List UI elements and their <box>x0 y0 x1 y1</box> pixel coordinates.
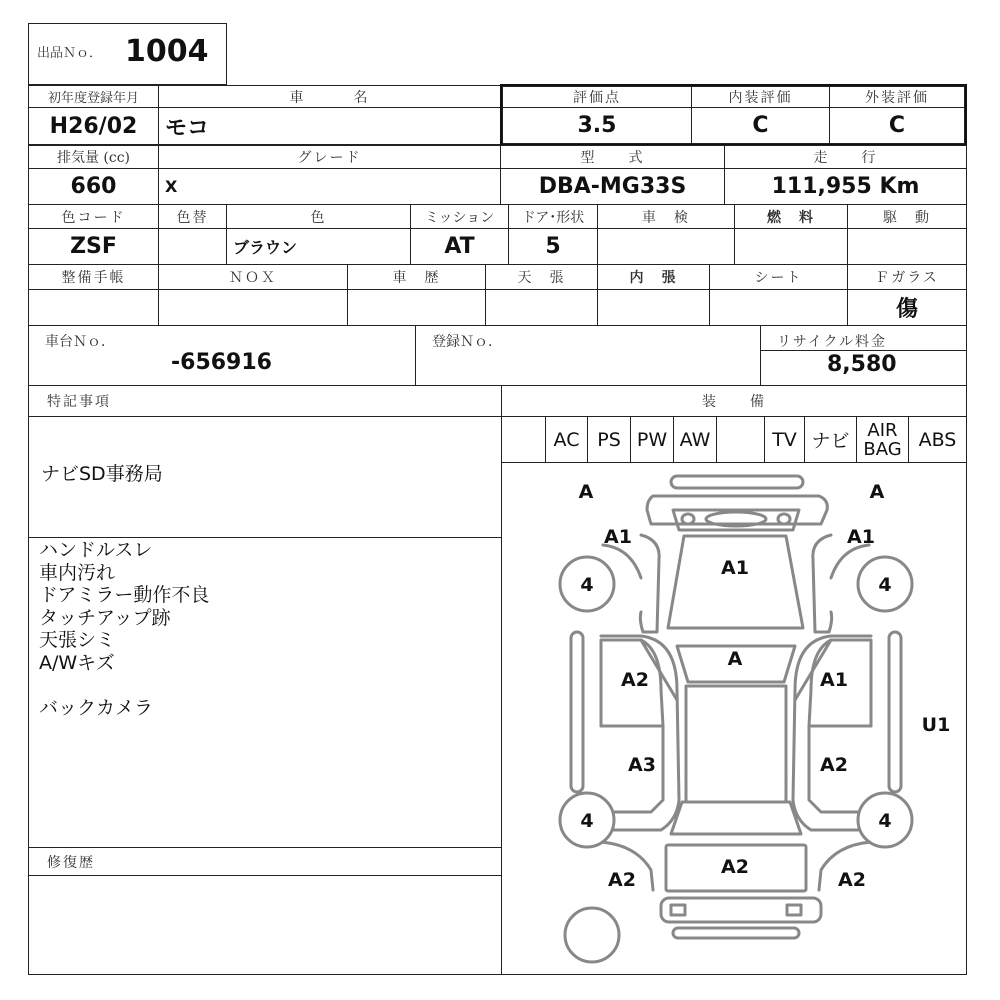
nox-value <box>158 289 348 326</box>
special-notes-label: 特記事項 <box>28 385 502 417</box>
equipment-airbag: AIR BAG <box>857 417 909 462</box>
color-change-value <box>158 228 227 265</box>
recycle-fee-divider <box>761 350 966 351</box>
displacement-value: 660 <box>28 168 159 205</box>
mark-rear-quarter-left: A2 <box>608 869 636 891</box>
equipment-row <box>501 416 967 463</box>
repair-history-value <box>28 875 502 975</box>
mark-tire-front-left: 4 <box>580 574 594 596</box>
transmission-value: AT <box>410 228 509 265</box>
equipment-aw: AW <box>674 417 717 462</box>
special-notes-top-list <box>41 463 163 486</box>
lot-number-box <box>28 23 227 85</box>
special-notes-list-area <box>28 537 502 848</box>
front-fender-left <box>640 535 659 632</box>
chassis-number-label: 車台Ｎｏ． <box>45 334 115 350</box>
special-notes-top-area <box>28 416 502 538</box>
rear-window-outline <box>671 802 801 834</box>
color-code-label: 色コード <box>28 204 159 229</box>
note-item: ハンドルスレ <box>39 539 153 561</box>
nox-label: ＮＯＸ <box>158 264 348 290</box>
mark-back-door: A2 <box>721 856 749 878</box>
roof-lining-value <box>485 289 598 326</box>
note-item: バックカメラ <box>39 696 154 719</box>
equipment-abs: ABS <box>918 428 957 451</box>
mark-front-door-left: A2 <box>621 669 649 691</box>
mileage-label: 走 行 <box>724 145 967 169</box>
transmission-label: ミッション <box>410 204 509 229</box>
front-bumper-strip <box>671 476 803 488</box>
equipment-ac: AC <box>546 417 588 462</box>
vehicle-history-value <box>347 289 486 326</box>
front-glass-label: Ｆガラス <box>847 264 967 290</box>
roof-outline <box>686 686 786 802</box>
seat-value <box>709 289 848 326</box>
color-change-label: 色替 <box>158 204 227 229</box>
mark-tire-front-right: 4 <box>878 574 892 596</box>
mark-rear-quarter-right: A2 <box>838 869 866 891</box>
equipment-blank-1 <box>502 417 546 462</box>
registration-number-cell <box>415 325 761 386</box>
grade-value: X <box>158 168 501 205</box>
first-registration-value: H26/02 <box>28 107 159 145</box>
rear-bumper-strip <box>673 928 799 938</box>
mark-tire-rear-right: 4 <box>878 810 892 832</box>
first-registration-label: 初年度登録年月 <box>28 85 159 108</box>
equipment-tv: TV <box>765 417 805 462</box>
recycle-fee-cell <box>760 325 967 386</box>
roof-lining-label: 天 張 <box>485 264 598 290</box>
right-sill <box>889 632 901 792</box>
car-name-value: モコ <box>158 107 501 145</box>
special-notes-list <box>39 539 209 719</box>
mark-front-fender-left: A1 <box>604 526 632 548</box>
vehicle-history-label: 車 歴 <box>347 264 486 290</box>
lot-number-label: 出品Ｎｏ． <box>37 46 103 61</box>
seat-label: シート <box>709 264 848 290</box>
displacement-label: 排気量 (cc) <box>28 145 159 169</box>
chassis-number-value: -656916 <box>171 350 272 375</box>
right-side-outline <box>793 636 875 830</box>
note-item: タッチアップ跡 <box>39 606 171 629</box>
left-side-outline <box>597 636 679 830</box>
inspection-value <box>597 228 735 265</box>
model-code-label: 型 式 <box>500 145 725 169</box>
registration-number-label: 登録Ｎｏ． <box>432 334 502 350</box>
hood-outline <box>668 536 803 628</box>
color-code-value: ZSF <box>28 228 159 265</box>
interior-lining-value <box>597 289 710 326</box>
note-item: 天張シミ <box>39 629 116 651</box>
mark-rear-door-right: A2 <box>820 754 848 776</box>
mark-side-right: U1 <box>921 714 951 736</box>
score-value: 3.5 <box>502 107 692 144</box>
equipment-ps: PS <box>588 417 631 462</box>
equipment-navi: ナビ <box>805 417 857 462</box>
score-label: 評価点 <box>502 86 692 108</box>
door-shape-value: 5 <box>508 228 598 265</box>
equipment-label: 装 備 <box>501 385 967 417</box>
front-fender-right <box>813 535 832 632</box>
mark-front-door-right: A1 <box>820 669 848 691</box>
equipment-pw: PW <box>631 417 674 462</box>
mileage-value: 111,955 Km <box>724 168 967 205</box>
mark-front-bumper-right: A <box>869 481 885 503</box>
door-shape-label: ドア･形状 <box>508 204 598 229</box>
fuel-label: 燃 料 <box>734 204 848 229</box>
car-name-label: 車 名 <box>158 85 501 108</box>
chassis-number-cell <box>28 325 416 386</box>
recycle-fee-label: リサイクル料金 <box>777 334 888 350</box>
color-value: ブラウン <box>226 228 411 265</box>
recycle-fee-value: 8,580 <box>827 352 897 377</box>
headlight-right <box>778 514 790 524</box>
service-book-label: 整備手帳 <box>28 264 159 290</box>
grade-label: グレード <box>158 145 501 169</box>
interior-lining-label: 内 張 <box>597 264 710 290</box>
rear-lamp-right <box>787 905 801 915</box>
interior-score-label: 内装評価 <box>691 86 830 108</box>
mark-front-fender-right: A1 <box>847 526 875 548</box>
mark-hood: A1 <box>721 557 749 579</box>
model-code-value: DBA-MG33S <box>500 168 725 205</box>
rear-lamp-left <box>671 905 685 915</box>
note-item <box>39 674 209 697</box>
note-item: A/Wキズ <box>39 651 115 674</box>
service-book-value <box>28 289 159 326</box>
mark-rear-door-left: A3 <box>628 754 656 776</box>
mark-front-bumper-left: A <box>578 481 594 503</box>
exterior-score-label: 外装評価 <box>829 86 965 108</box>
headlight-left <box>682 514 694 524</box>
mark-roof: A <box>727 648 743 670</box>
mark-tire-rear-left: 4 <box>580 810 594 832</box>
car-diagram-area <box>501 462 967 975</box>
repair-history-label: 修復歴 <box>28 847 502 876</box>
note-item: ナビSD事務局 <box>41 463 163 485</box>
drive-value <box>847 228 967 265</box>
car-diagram <box>502 463 966 974</box>
exterior-score-value: C <box>829 107 965 144</box>
interior-score-value: C <box>691 107 830 144</box>
front-glass-value: 傷 <box>847 289 967 326</box>
note-item: 車内汚れ <box>39 561 116 584</box>
equipment-blank-2 <box>717 417 765 462</box>
inspection-label: 車 検 <box>597 204 735 229</box>
left-sill <box>571 632 583 792</box>
lot-number-value: 1004 <box>125 34 209 69</box>
drive-label: 駆 動 <box>847 204 967 229</box>
note-item: ドアミラー動作不良 <box>39 584 210 606</box>
color-label: 色 <box>226 204 411 229</box>
fuel-value <box>734 228 848 265</box>
spare-tire <box>565 908 619 962</box>
